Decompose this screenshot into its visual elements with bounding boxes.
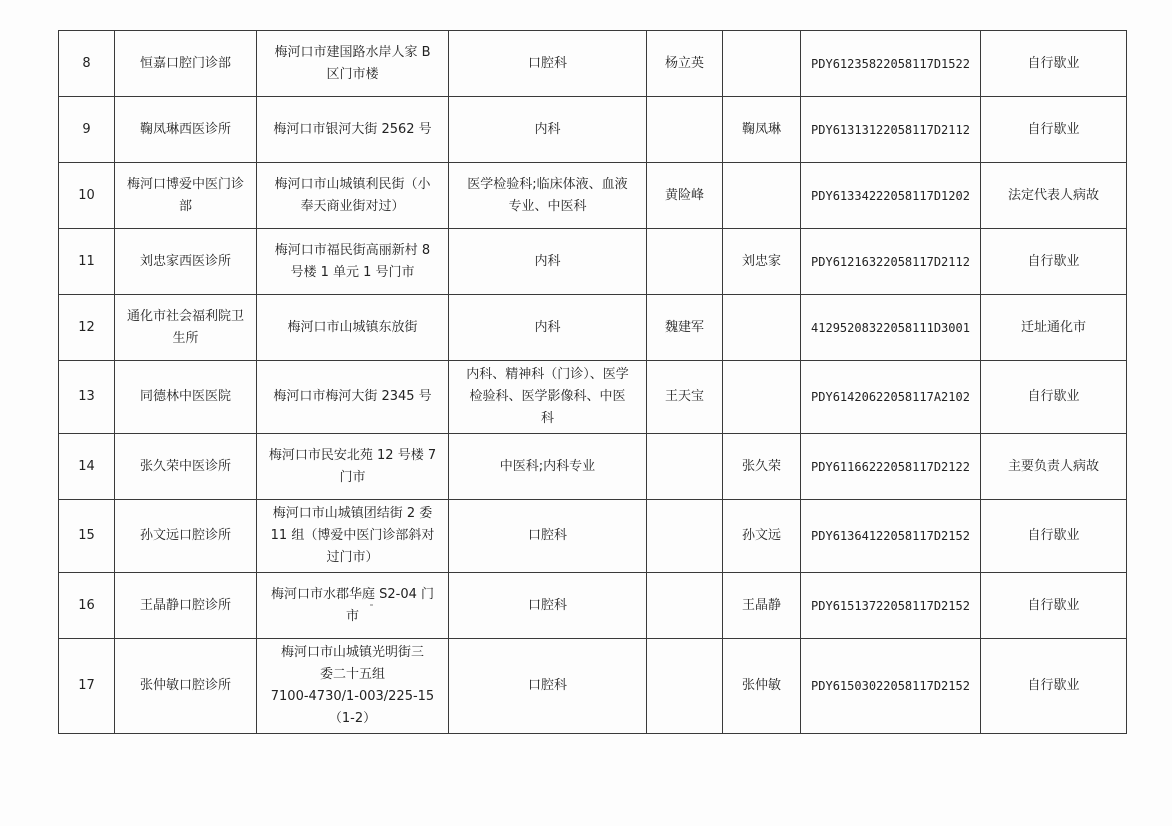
- records-table: [58, 30, 1127, 734]
- table-row: [59, 295, 1127, 361]
- cell-principal: 刘忠家: [723, 229, 801, 295]
- cell-subjects: 内科: [449, 229, 647, 295]
- cell-legal-representative: [647, 434, 723, 500]
- cell-row-number: 9: [59, 97, 115, 163]
- cell-principal: 孙文远: [723, 500, 801, 573]
- cell-principal: 王晶静: [723, 573, 801, 639]
- cell-address: 梅河口市水郡华庭 S2-04 门 市: [257, 573, 449, 639]
- cell-address: 梅河口市福民街高丽新村 8 号楼 1 单元 1 号门市: [257, 229, 449, 295]
- cell-subjects: 口腔科: [449, 31, 647, 97]
- cell-row-number: 16: [59, 573, 115, 639]
- cell-principal: [723, 295, 801, 361]
- cell-cancellation-reason: 自行歇业: [981, 500, 1127, 573]
- cell-row-number: 17: [59, 639, 115, 734]
- cell-address: 梅河口市民安北苑 12 号楼 7 门市: [257, 434, 449, 500]
- table-row: [59, 163, 1127, 229]
- cell-subjects: 内科: [449, 97, 647, 163]
- cell-legal-representative: [647, 500, 723, 573]
- cell-license-number: PDY61313122058117D2112: [801, 97, 981, 163]
- cell-cancellation-reason: 自行歇业: [981, 97, 1127, 163]
- table-row: [59, 229, 1127, 295]
- cell-cancellation-reason: 自行歇业: [981, 31, 1127, 97]
- cell-institution-name: 通化市社会福利院卫 生所: [115, 295, 257, 361]
- cell-address: 梅河口市山城镇东放街: [257, 295, 449, 361]
- cell-row-number: 11: [59, 229, 115, 295]
- cell-principal: 张仲敏: [723, 639, 801, 734]
- cell-legal-representative: 魏建军: [647, 295, 723, 361]
- cell-principal: [723, 361, 801, 434]
- cell-cancellation-reason: 主要负责人病故: [981, 434, 1127, 500]
- cell-institution-name: 恒嘉口腔门诊部: [115, 31, 257, 97]
- cell-license-number: PDY61364122058117D2152: [801, 500, 981, 573]
- cell-subjects: 口腔科: [449, 573, 647, 639]
- cell-institution-name: 张仲敏口腔诊所: [115, 639, 257, 734]
- cell-cancellation-reason: 自行歇业: [981, 361, 1127, 434]
- table-row: [59, 500, 1127, 573]
- cell-row-number: 14: [59, 434, 115, 500]
- cell-license-number: PDY61216322058117D2112: [801, 229, 981, 295]
- cell-principal: 张久荣: [723, 434, 801, 500]
- table-row: [59, 97, 1127, 163]
- cell-legal-representative: 黄险峰: [647, 163, 723, 229]
- cell-legal-representative: 杨立英: [647, 31, 723, 97]
- cell-license-number: PDY61420622058117A2102: [801, 361, 981, 434]
- cell-principal: [723, 31, 801, 97]
- table-row: [59, 361, 1127, 434]
- cell-legal-representative: [647, 229, 723, 295]
- cell-subjects: 中医科;内科专业: [449, 434, 647, 500]
- cell-legal-representative: 王天宝: [647, 361, 723, 434]
- cell-institution-name: 王晶静口腔诊所: [115, 573, 257, 639]
- table-row: [59, 573, 1127, 639]
- cell-principal: [723, 163, 801, 229]
- table-body: [59, 31, 1127, 734]
- cell-subjects: 医学检验科;临床体液、血液 专业、中医科: [449, 163, 647, 229]
- cell-row-number: 13: [59, 361, 115, 434]
- scan-dot: [370, 604, 373, 606]
- cell-row-number: 8: [59, 31, 115, 97]
- cell-institution-name: 刘忠家西医诊所: [115, 229, 257, 295]
- cell-address: 梅河口市建国路水岸人家 B 区门市楼: [257, 31, 449, 97]
- cell-subjects: 口腔科: [449, 639, 647, 734]
- cell-subjects: 内科、精神科（门诊）、医学 检验科、医学影像科、中医 科: [449, 361, 647, 434]
- cell-row-number: 15: [59, 500, 115, 573]
- cell-row-number: 10: [59, 163, 115, 229]
- cell-cancellation-reason: 法定代表人病故: [981, 163, 1127, 229]
- cell-cancellation-reason: 自行歇业: [981, 639, 1127, 734]
- cell-institution-name: 梅河口博爱中医门诊 部: [115, 163, 257, 229]
- table-row: [59, 639, 1127, 734]
- cell-license-number: 41295208322058111D3001: [801, 295, 981, 361]
- cell-subjects: 口腔科: [449, 500, 647, 573]
- cell-legal-representative: [647, 639, 723, 734]
- cell-address: 梅河口市山城镇团结街 2 委 11 组（博爱中医门诊部斜对 过门市）: [257, 500, 449, 573]
- cell-address: 梅河口市山城镇利民街（小 奉天商业街对过）: [257, 163, 449, 229]
- cell-cancellation-reason: 迁址通化市: [981, 295, 1127, 361]
- cell-license-number: PDY61513722058117D2152: [801, 573, 981, 639]
- cell-address: 梅河口市银河大街 2562 号: [257, 97, 449, 163]
- cell-legal-representative: [647, 97, 723, 163]
- cell-license-number: PDY61334222058117D1202: [801, 163, 981, 229]
- cell-license-number: PDY61503022058117D2152: [801, 639, 981, 734]
- cell-cancellation-reason: 自行歇业: [981, 573, 1127, 639]
- cell-cancellation-reason: 自行歇业: [981, 229, 1127, 295]
- table-row: [59, 31, 1127, 97]
- cell-address: 梅河口市山城镇光明街三 委二十五组 7100-4730/1-003/225-15 （1-2）: [257, 639, 449, 734]
- cell-principal: 鞠凤琳: [723, 97, 801, 163]
- cell-legal-representative: [647, 573, 723, 639]
- cell-institution-name: 鞠凤琳西医诊所: [115, 97, 257, 163]
- cell-institution-name: 同德林中医医院: [115, 361, 257, 434]
- cell-institution-name: 张久荣中医诊所: [115, 434, 257, 500]
- cell-address: 梅河口市梅河大街 2345 号: [257, 361, 449, 434]
- cell-license-number: PDY61235822058117D1522: [801, 31, 981, 97]
- cell-row-number: 12: [59, 295, 115, 361]
- cell-institution-name: 孙文远口腔诊所: [115, 500, 257, 573]
- cell-license-number: PDY61166222058117D2122: [801, 434, 981, 500]
- cell-subjects: 内科: [449, 295, 647, 361]
- table-row: [59, 434, 1127, 500]
